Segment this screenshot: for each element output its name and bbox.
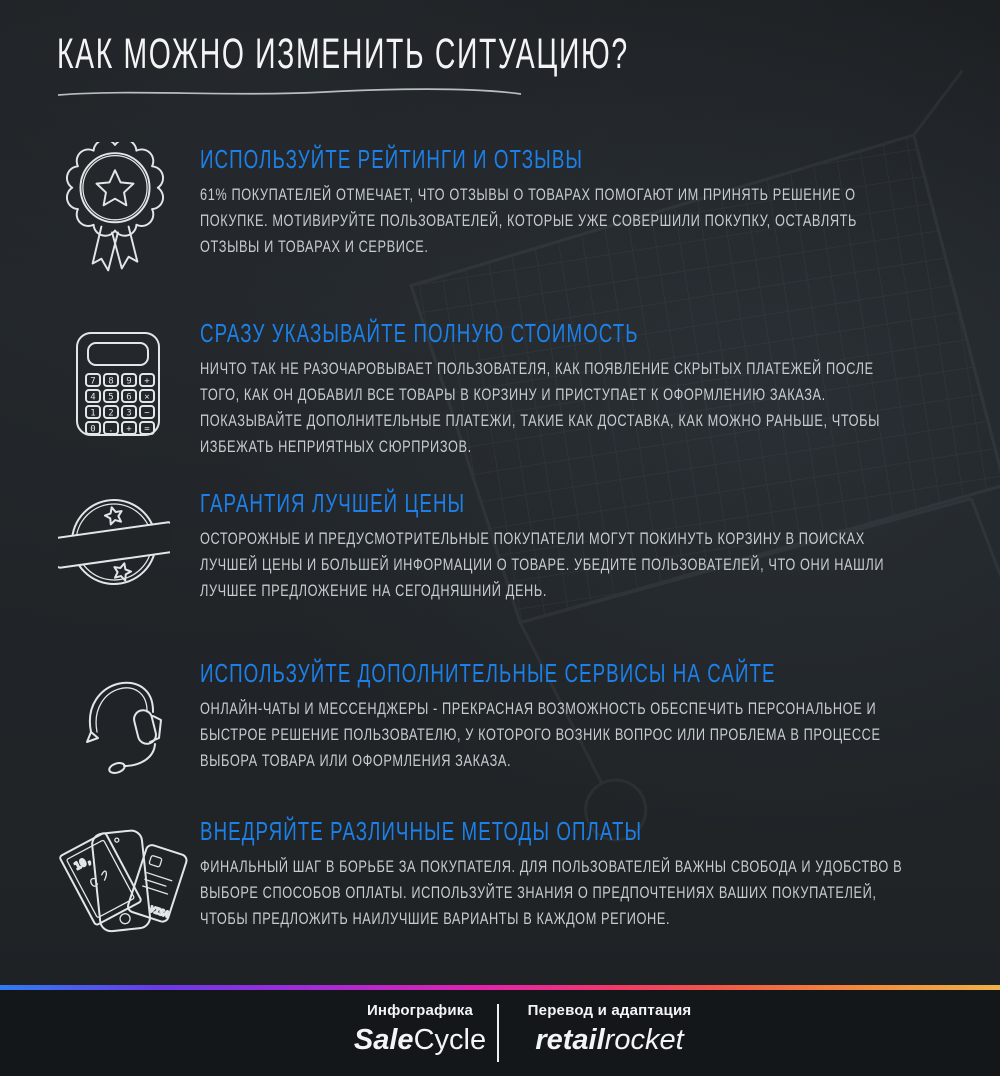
guarantee-stamp-icon [58, 492, 170, 594]
svg-text:+: + [144, 376, 150, 387]
svg-text:VISA: VISA [148, 904, 170, 920]
footer-divider [497, 1004, 499, 1062]
svg-text:8: 8 [108, 376, 114, 387]
credit-translation [522, 1002, 697, 1056]
retailrocket-logo: retailrocket [535, 1024, 684, 1056]
svg-text:=: = [144, 424, 150, 435]
headset-icon [76, 662, 168, 780]
section-heading: ИСПОЛЬЗУЙТЕ РЕЙТИНГИ И ОТЗЫВЫ [200, 144, 584, 174]
section-heading: ГАРАНТИЯ ЛУЧШЕЙ ЦЕНЫ [200, 488, 466, 518]
svg-text:3: 3 [126, 408, 132, 419]
footer [0, 990, 1000, 1076]
page-title: КАК МОЖНО ИЗМЕНИТЬ СИТУАЦИЮ? [57, 30, 629, 78]
section-body: ФИНАЛЬНЫЙ ШАГ В БОРЬБЕ ЗА ПОКУПАТЕЛЯ. ДЛЯ ПОЛЬЗОВАТЕЛЕЙ ВАЖНЫ СВОБОДА И УДОБСТВО В ВЫБОРЕ СПОСОБОВ ОПЛАТЫ. ИСПОЛЬЗУЙТЕ ЗНАНИЯ О ПРЕДПОЧТЕНИЯХ ВАШИХ ПОКУПАТЕЛЕЙ, ЧТОБЫ ПРЕДЛОЖИТЬ НАИЛУЧШИЕ ВАРИАНТЫ В КАЖДОМ РЕГИОНЕ. [200, 857, 903, 928]
title-underline [55, 85, 527, 101]
svg-text:10,: 10, [72, 854, 94, 873]
svg-text:−: − [144, 408, 150, 419]
section-heading: ВНЕДРЯЙТЕ РАЗЛИЧНЫЕ МЕТОДЫ ОПЛАТЫ [200, 816, 643, 846]
payment-methods-icon [50, 816, 188, 940]
section-body: ОСТОРОЖНЫЕ И ПРЕДУСМОТРИТЕЛЬНЫЕ ПОКУПАТЕЛИ МОГУТ ПОКИНУТЬ КОРЗИНУ В ПОИСКАХ ЛУЧШЕЙ ЦЕНЫ И БОЛЬШЕЙ ИНФОРМАЦИИ О ТОВАРЕ. УБЕДИТЕ ПОЛЬЗОВАТЕЛЕЙ, ЧТО ОНИ НАШЛИ ЛУЧШЕЕ ПРЕДЛОЖЕНИЕ НА СЕГОДНЯШНИЙ ДЕНЬ. [200, 529, 885, 600]
svg-text:4: 4 [90, 392, 96, 403]
salecycle-logo: SaleCycle [353, 1024, 487, 1056]
svg-text:7: 7 [90, 376, 96, 387]
svg-text:×: × [144, 392, 150, 403]
section-body: 61% ПОКУПАТЕЛЕЙ ОТМЕЧАЕТ, ЧТО ОТЗЫВЫ О ТОВАРАХ ПОМОГАЮТ ИМ ПРИНЯТЬ РЕШЕНИЕ О ПОКУПКЕ. МОТИВИРУЙТЕ ПОЛЬЗОВАТЕЛЕЙ, КОТОРЫЕ УЖЕ СОВЕРШИЛИ ПОКУПКУ, ОСТАВЛЯТЬ ОТЗЫВЫ И ТОВАРАХ И СЕРВИСЕ. [200, 185, 858, 256]
svg-text:+: + [126, 424, 132, 435]
svg-text:0: 0 [90, 424, 96, 435]
award-rosette-icon [66, 142, 164, 284]
svg-text:1: 1 [90, 408, 96, 419]
calculator-icon [74, 330, 162, 438]
svg-text:2: 2 [108, 408, 114, 419]
section-body: НИЧТО ТАК НЕ РАЗОЧАРОВЫВАЕТ ПОЛЬЗОВАТЕЛЯ, КАК ПОЯВЛЕНИЕ СКРЫТЫХ ПЛАТЕЖЕЙ ПОСЛЕ ТОГО, КАК ОН ДОБАВИЛ ВСЕ ТОВАРЫ В КОРЗИНУ И ПРИСТУПАЕТ К ОФОРМЛЕНИЮ ЗАКАЗА. ПОКАЗЫВАЙТЕ ДОПОЛНИТЕЛЬНЫЕ ПЛАТЕЖИ, ТАКИЕ КАК ДОСТАВКА, КАК МОЖНО РАНЬШЕ, ЧТОБЫ ИЗБЕЖАТЬ НЕПРИЯТНЫХ СЮРПРИЗОВ. [200, 359, 881, 456]
section-heading: СРАЗУ УКАЗЫВАЙТЕ ПОЛНУЮ СТОИМОСТЬ [200, 318, 639, 348]
svg-text:.: . [108, 424, 114, 435]
credit-infographic [335, 1002, 505, 1056]
section-body: ОНЛАЙН-ЧАТЫ И МЕССЕНДЖЕРЫ - ПРЕКРАСНАЯ ВОЗМОЖНОСТЬ ОБЕСПЕЧИТЬ ПЕРСОНАЛЬНОЕ И БЫСТРОЕ РЕШЕНИЕ ПОЛЬЗОВАТЕЛЮ, У КОТОРОГО ВОЗНИК ВОПРОС ИЛИ ПРОБЛЕМА В ПРОЦЕССЕ ВЫБОРА ТОВАРА ИЛИ ОФОРМЛЕНИЯ ЗАКАЗА. [200, 699, 881, 770]
svg-text:9: 9 [126, 376, 132, 387]
credit-left-label: Инфографика [366, 1002, 474, 1019]
svg-text:5: 5 [108, 392, 114, 403]
section-heading: ИСПОЛЬЗУЙТЕ ДОПОЛНИТЕЛЬНЫЕ СЕРВИСЫ НА САЙТЕ [200, 658, 776, 688]
svg-text:6: 6 [126, 392, 132, 403]
credit-right-label: Перевод и адаптация [527, 1002, 692, 1019]
